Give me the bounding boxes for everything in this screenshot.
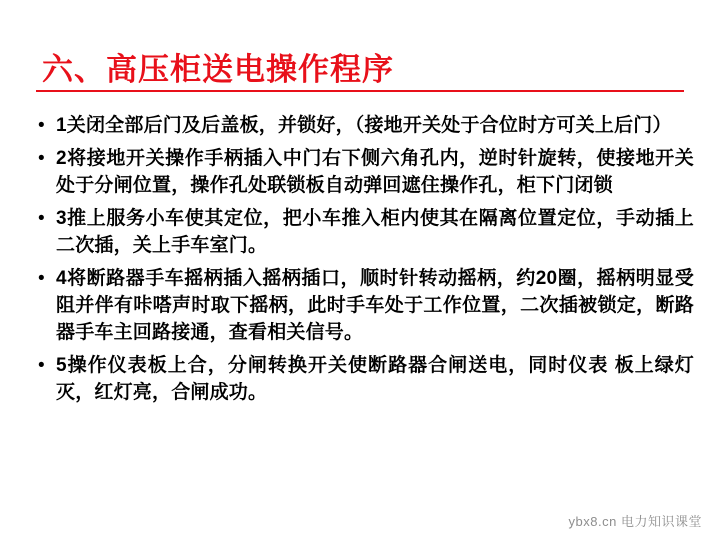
list-item (34, 205, 694, 259)
list-item (34, 112, 694, 139)
bullet-marker-icon: • (38, 208, 45, 229)
bullet-marker-icon: • (38, 355, 45, 376)
list-item-text: 2将接地开关操作手柄插入中门右下侧六角孔内，逆时针旋转，使接地开关处于分闸位置，操作孔处联锁板自动弹回遮住操作孔，柜下门闭锁 (56, 148, 694, 196)
list-item (34, 352, 694, 406)
list-item (34, 265, 694, 346)
list-item-text: 4将断路器手车摇柄插入摇柄插口，顺时针转动摇柄，约20圈，摇柄明显受阻并伴有咔嗒声时取下摇柄，此时手车处于工作位置，二次插被锁定，断路器手车主回路接通，查看相关信号。 (56, 268, 694, 343)
list-item (34, 145, 694, 199)
list-item-text: 5操作仪表板上合，分闸转换开关使断路器合闸送电，同时仪表 板上绿灯灭，红灯亮，合闸成功。 (56, 355, 694, 403)
list-item-text: 1关闭全部后门及后盖板，并锁好，（接地开关处于合位时方可关上后门） (56, 115, 672, 136)
title-divider (36, 90, 684, 92)
bullet-list (34, 112, 694, 412)
watermark-name: 电力知识课堂 (620, 514, 702, 529)
watermark (569, 511, 702, 530)
bullet-marker-icon: • (38, 148, 45, 169)
page-title: 六、高压柜送电操作程序 (42, 52, 394, 87)
bullet-marker-icon: • (38, 115, 45, 136)
bullet-marker-icon: • (38, 268, 45, 289)
list-item-text: 3推上服务小车使其定位，把小车推入柜内使其在隔离位置定位，手动插上二次插，关上手车室门。 (56, 208, 694, 256)
watermark-site: ybx8.cn (568, 514, 617, 529)
